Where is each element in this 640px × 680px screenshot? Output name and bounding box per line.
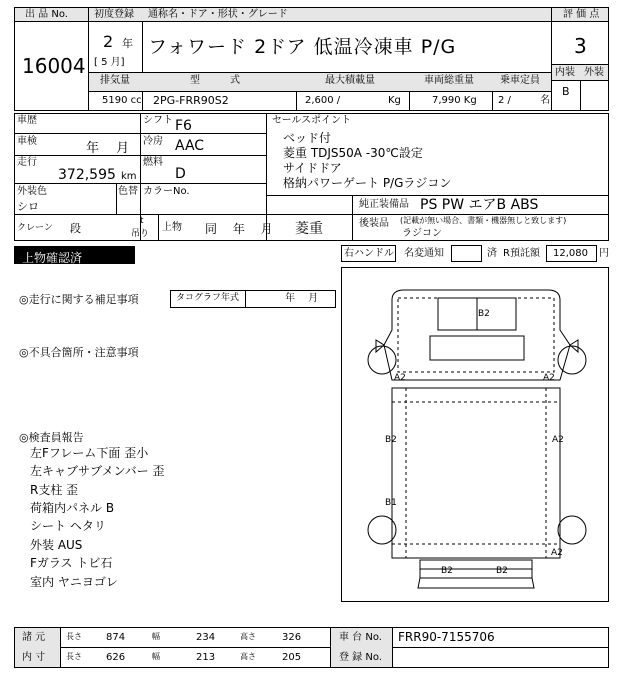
first-reg-label: 初度登録 bbox=[94, 9, 134, 20]
length-label: 長さ bbox=[66, 632, 82, 641]
displacement-label: 排気量 bbox=[100, 75, 130, 86]
chassis-label: 車 台 No. bbox=[339, 632, 382, 643]
fuel-label: 燃料 bbox=[143, 157, 163, 168]
driving-notes-title: ◎走行に関する補足事項 bbox=[19, 293, 139, 306]
mark-rear-bottom-left: B2 bbox=[441, 566, 453, 576]
mark-rear-left: B1 bbox=[385, 498, 397, 508]
recycle-unit: 円 bbox=[599, 248, 609, 259]
lot-no-label: 出 品 No. bbox=[25, 9, 68, 20]
aircon-value: AAC bbox=[175, 138, 205, 154]
name-label: 通称名・ドア・形状・グレード bbox=[148, 9, 288, 20]
height-label: 高さ bbox=[240, 632, 256, 641]
sales-point-line: サイドドア bbox=[283, 161, 342, 175]
name-change-label: 名変通知 bbox=[404, 248, 444, 259]
row1-width: 234 bbox=[196, 632, 216, 643]
year-unit: 年 bbox=[122, 37, 133, 50]
lot-no: 16004 bbox=[22, 54, 86, 78]
inspector-line: 室内 ヤニヨゴレ bbox=[30, 575, 118, 589]
footer-row1-label: 諸 元 bbox=[22, 632, 46, 643]
row1-height: 326 bbox=[282, 632, 302, 643]
max-load-unit: Kg bbox=[388, 95, 401, 106]
interior-grade: B bbox=[562, 85, 570, 98]
sales-point-line: ベッド付 bbox=[283, 131, 332, 145]
mark-front-left: A2 bbox=[394, 373, 406, 383]
tacho-value: 年 月 bbox=[285, 293, 319, 304]
mileage-unit: km bbox=[121, 171, 137, 182]
inspector-line: 外装 AUS bbox=[30, 538, 83, 552]
exterior-label: 外装 bbox=[584, 67, 604, 78]
inspector-line: 左Fフレーム下面 歪小 bbox=[30, 446, 149, 460]
tacho-label: タコグラフ年式 bbox=[176, 293, 240, 303]
interior-label: 内装 bbox=[555, 67, 575, 78]
shift-label: シフト bbox=[143, 115, 173, 126]
defects-title: ◎不具合箇所・注意事項 bbox=[19, 346, 139, 359]
standard-equip-label: 純正装備品 bbox=[359, 199, 409, 210]
crane-value: 段 bbox=[70, 222, 81, 235]
row1-length: 874 bbox=[106, 632, 126, 643]
right-handle: 右ハンドル bbox=[344, 248, 394, 259]
year-value: 2 bbox=[103, 32, 114, 51]
chassis-value: FRR90-7155706 bbox=[398, 630, 495, 644]
aftermarket-note: (記載が無い場合、書類・機器無しと致します) bbox=[400, 216, 567, 225]
aftermarket-label: 後装品 bbox=[359, 218, 389, 229]
upper-maker: 菱重 bbox=[295, 221, 323, 237]
upper-label: 上物 bbox=[162, 222, 182, 233]
mark-cab-top: B2 bbox=[478, 309, 490, 319]
inspector-line: 荷箱内パネル B bbox=[30, 501, 115, 515]
upper-value: 同 年 月 bbox=[205, 222, 273, 236]
mark-rear-bottom-right: B2 bbox=[496, 566, 508, 576]
capacity-unit: 名 bbox=[540, 95, 550, 106]
recycle-mark: 済 bbox=[487, 248, 497, 259]
sales-point-line: 格納パワーゲート P/Gラジコン bbox=[283, 176, 452, 190]
mileage-value: 372,595 bbox=[58, 167, 116, 183]
width-label: 幅 bbox=[152, 652, 160, 661]
width-label: 幅 bbox=[152, 632, 160, 641]
recycle-amount: 12,080 bbox=[553, 248, 588, 259]
crane-label: クレーン bbox=[17, 223, 53, 233]
inspector-line: Fガラス トビ石 bbox=[30, 556, 113, 570]
rating-value: 3 bbox=[574, 34, 587, 58]
month-value: [ 5 月] bbox=[94, 57, 125, 68]
inspector-line: R支柱 歪 bbox=[30, 483, 79, 497]
crane-t: t bbox=[140, 216, 144, 226]
height-label: 高さ bbox=[240, 652, 256, 661]
inspector-title: ◎検査員報告 bbox=[19, 431, 84, 444]
capacity: 2 / bbox=[498, 95, 511, 106]
mark-mid-right: A2 bbox=[552, 435, 564, 445]
sales-points-title: セールスポイント bbox=[272, 115, 352, 126]
inspection-label: 車検 bbox=[17, 136, 37, 147]
mark-rear-right: A2 bbox=[551, 548, 563, 558]
shift-value: F6 bbox=[175, 118, 192, 134]
mark-front-right: A2 bbox=[543, 373, 555, 383]
upper-confirm-badge: 上物確認済 bbox=[14, 246, 135, 264]
row2-width: 213 bbox=[196, 652, 216, 663]
capacity-label: 乗車定員 bbox=[500, 75, 540, 86]
mileage-label: 走行 bbox=[17, 157, 37, 168]
model-label: 型 式 bbox=[190, 75, 240, 86]
sales-point-line: 菱重 TDJS50A -30℃設定 bbox=[283, 146, 423, 160]
standard-equip: PS PW エアB ABS bbox=[420, 197, 539, 213]
fuel-value: D bbox=[175, 166, 186, 182]
model: 2PG-FRR90S2 bbox=[153, 94, 229, 107]
history-label: 車歴 bbox=[17, 115, 37, 126]
color-label: 外装色 bbox=[17, 186, 47, 197]
color-no-label: 色替 bbox=[118, 186, 138, 197]
gross-weight: 7,990 Kg bbox=[432, 95, 477, 106]
color-value: シロ bbox=[17, 200, 39, 213]
footer-row2-label: 内 寸 bbox=[22, 652, 46, 663]
reg-label: 登 録 No. bbox=[339, 652, 382, 663]
aftermarket-value: ラジコン bbox=[402, 228, 442, 239]
recycle-label: R預託額 bbox=[503, 248, 540, 259]
gross-weight-label: 車両総重量 bbox=[424, 75, 474, 86]
aircon-label: 冷房 bbox=[143, 136, 163, 147]
inspection-value: 年 月 bbox=[86, 141, 130, 156]
crane-tsuri: 吊り bbox=[131, 229, 150, 239]
row2-length: 626 bbox=[106, 652, 126, 663]
inspector-line: 左キャブサブメンバー 歪 bbox=[30, 464, 165, 478]
length-label: 長さ bbox=[66, 652, 82, 661]
row2-height: 205 bbox=[282, 652, 302, 663]
displacement: 5190 cc bbox=[102, 95, 142, 106]
car-name: フォワード 2ドア 低温冷凍車 P/G bbox=[148, 36, 457, 58]
inspector-line: シート ヘタリ bbox=[30, 519, 106, 533]
max-load: 2,600 / bbox=[305, 95, 341, 106]
color-no2-label: カラーNo. bbox=[143, 186, 190, 197]
mark-mid-left: B2 bbox=[385, 435, 397, 445]
max-load-label: 最大積載量 bbox=[325, 75, 375, 86]
rating-label: 評 価 点 bbox=[563, 9, 600, 20]
